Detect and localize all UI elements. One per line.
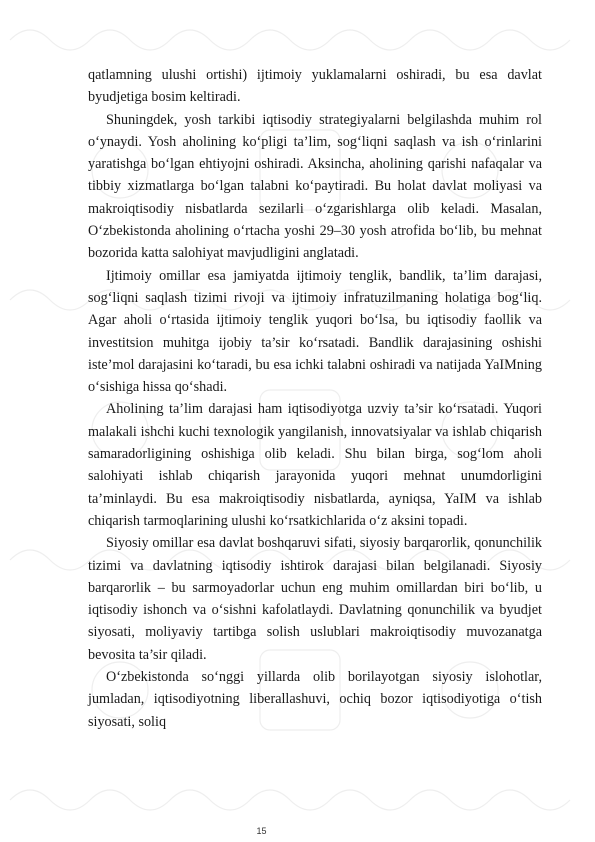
page-number-text: 15 — [256, 826, 267, 836]
body-text — [88, 64, 542, 733]
paragraph-3: Ijtimoiy omillar esa jamiyatda ijtimoiy tenglik, bandlik, ta’lim darajasi, sog‘liqni saqlash tizimi rivoji va ijtimoiy infratuzilmaning holatiga bog‘liq. Agar aholi o‘rtasida ijtimoiy tenglik yuqori bo‘lsa, bu iqtisodiy faollik va investitsion muhitga ijobiy ta’sir ko‘rsatadi. Bandlik darajasining oshishi iste’mol darajasini ko‘taradi, bu esa ichki talabni oshiradi va natijada YaIMning o‘sishiga hissa qo‘shadi. — [88, 267, 542, 396]
paragraph-4: Aholining ta’lim darajasi ham iqtisodiyotga uzviy ta’sir ko‘rsatadi. Yuqori malakali ishchi kuchi texnologik yangilanish, innovatsiyalar va ishlab chiqarish samaradorligining oshishiga olib keladi. Shu bilan birga, sog‘lom aholi salohiyati ishlab chiqarish jarayonida yuqori mehnat unumdorligini ta’minlaydi. Bu esa makroiqtisodiy nisbatlarda, ayniqsa, YaIM va ishlab chiqarish tarmoqlarining ulushi ko‘rsatkichlarida o‘z aksini topadi. — [88, 401, 542, 529]
paragraph-6: O‘zbekistonda so‘nggi yillarda olib borilayotgan siyosiy islohotlar, jumladan, iqtisodiyotning liberallashuvi, ochiq bozor iqtisodiyotiga o‘tish siyosati, soliq — [88, 669, 542, 730]
paragraph-2: Shuningdek, yosh tarkibi iqtisodiy strategiyalarni belgilashda muhim rol o‘ynaydi. Yosh aholining ko‘pligi ta’lim, sog‘liqni saqlash va ish o‘rinlarini yaratishga bo‘lgan ehtiyojni oshiradi. Aksincha, aholining qarishi nafaqalar va tibbiy xizmatlarga bo‘lgan talabni ko‘paytiradi. Bu holat davlat moliyasi va makroiqtisodiy nisbatlarda sezilarli o‘zgarishlarga olib keladi. Masalan, O‘zbekistonda aholining o‘rtacha yoshi 29–30 yosh atrofida bo‘lib, bu mehnat bozorida katta salohiyat mavjudligini anglatadi. — [88, 111, 542, 262]
page-number — [0, 826, 595, 836]
paragraph-1: qatlamning ulushi ortishi) ijtimoiy yuklamalarni oshiradi, bu esa davlat byudjetiga bosim keltiradi. — [88, 67, 542, 106]
paragraph-5: Siyosiy omillar esa davlat boshqaruvi sifati, siyosiy barqarorlik, qonunchilik tizimi va davlatning iqtisodiy ishtirok darajasi bilan belgilanadi. Siyosiy barqarorlik – bu sarmoyadorlar uchun eng muhim omillardan biri bo‘lib, u iqtisodiy ishonch va o‘sishni kafolatlaydi. Davlatning qonunchilik va byudjet siyosati, moliyaviy tartibga solish uslublari makroiqtisodiy muvozanatga bevosita ta’sir qiladi. — [88, 535, 542, 663]
